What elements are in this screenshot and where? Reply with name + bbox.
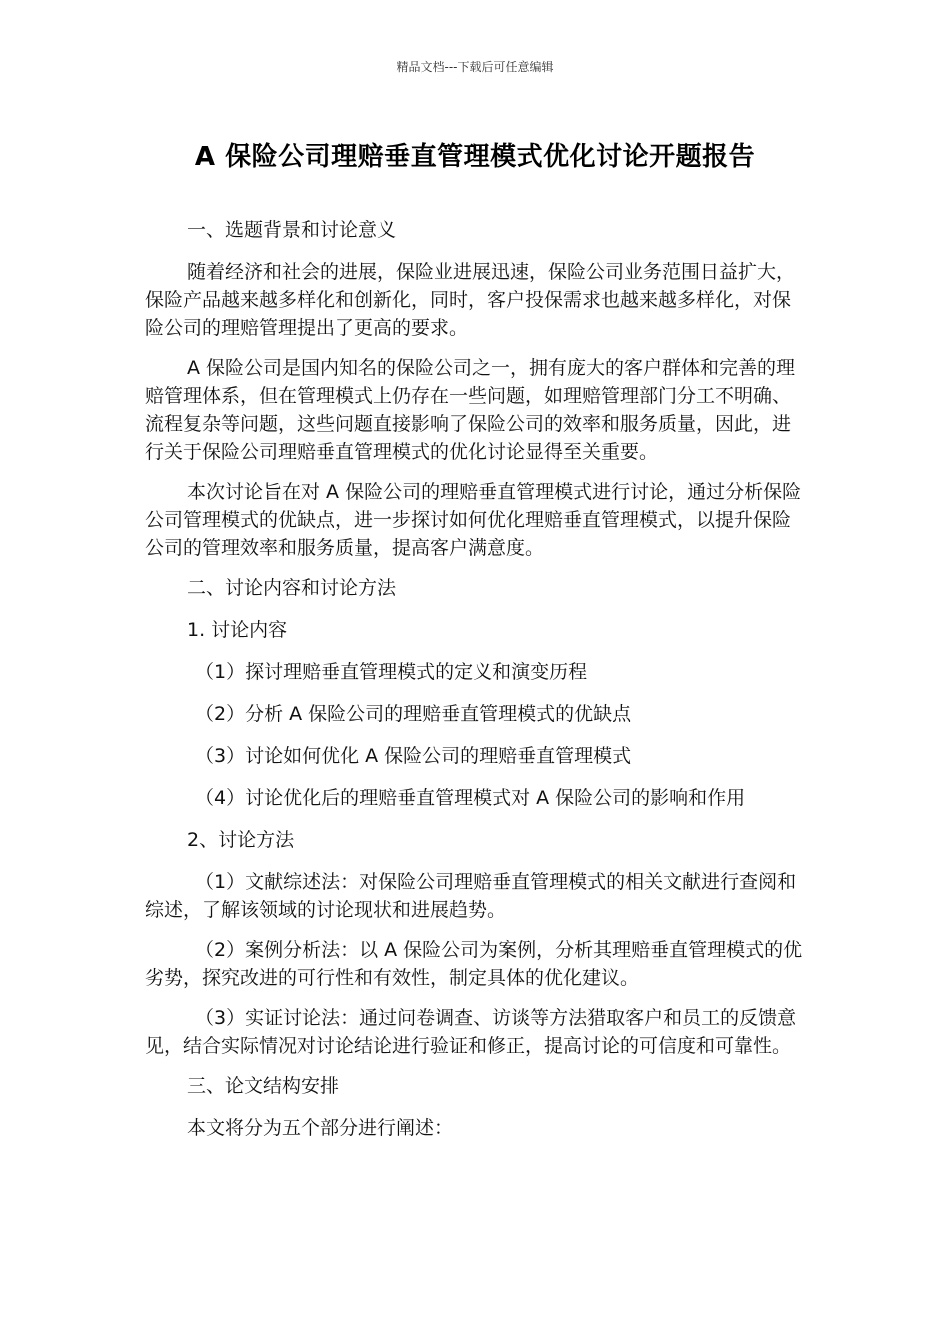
paragraph: A 保险公司是国内知名的保险公司之一，拥有庞大的客户群体和完善的理赔管理体系，但在管理模式上仍存在一些问题，如理赔管理部门分工不明确、流程复杂等问题，这些问题直接影响了保险公司的效率和服务质量，因此，进行关于保险公司理赔垂直管理模式的优化讨论显得至关重要。 <box>145 357 796 463</box>
subsection-heading-content: 1. 讨论内容 <box>187 619 288 641</box>
list-item: （3）讨论如何优化 A 保险公司的理赔垂直管理模式 <box>195 745 632 767</box>
method-paragraph: （2）案例分析法：以 A 保险公司为案例，分析其理赔垂直管理模式的优劣势，探究改进的可行性和有效性，制定具体的优化建议。 <box>145 939 803 989</box>
list-item: （2）分析 A 保险公司的理赔垂直管理模式的优缺点 <box>195 703 632 725</box>
header-note: 精品文档---下载后可任意编辑 <box>396 60 554 74</box>
section-heading-2: 二、讨论内容和讨论方法 <box>187 577 397 599</box>
section-heading-1: 一、选题背景和讨论意义 <box>187 219 397 241</box>
list-item: （4）讨论优化后的理赔垂直管理模式对 A 保险公司的影响和作用 <box>195 787 746 809</box>
method-paragraph: （1）文献综述法：对保险公司理赔垂直管理模式的相关文献进行查阅和综述，了解该领域的讨论现状和进展趋势。 <box>145 871 797 921</box>
paragraph: 随着经济和社会的进展，保险业进展迅速，保险公司业务范围日益扩大，保险产品越来越多样化和创新化，同时，客户投保需求也越来越多样化，对保险公司的理赔管理提出了更高的要求。 <box>145 261 796 339</box>
document-body <box>145 216 805 1154</box>
section-heading-3: 三、论文结构安排 <box>187 1075 340 1097</box>
document-title: A 保险公司理赔垂直管理模式优化讨论开题报告 <box>194 142 756 172</box>
list-item: （1）探讨理赔垂直管理模式的定义和演变历程 <box>195 661 588 683</box>
paragraph: 本次讨论旨在对 A 保险公司的理赔垂直管理模式进行讨论，通过分析保险公司管理模式的优缺点，进一步探讨如何优化理赔垂直管理模式，以提升保险公司的管理效率和服务质量，提高客户满意度。 <box>145 481 802 559</box>
method-paragraph: （3）实证讨论法：通过问卷调查、访谈等方法猎取客户和员工的反馈意见，结合实际情况对讨论结论进行验证和修正，提高讨论的可信度和可靠性。 <box>145 1007 797 1057</box>
paragraph: 本文将分为五个部分进行阐述： <box>187 1117 454 1139</box>
subsection-heading-method: 2、讨论方法 <box>187 829 295 851</box>
